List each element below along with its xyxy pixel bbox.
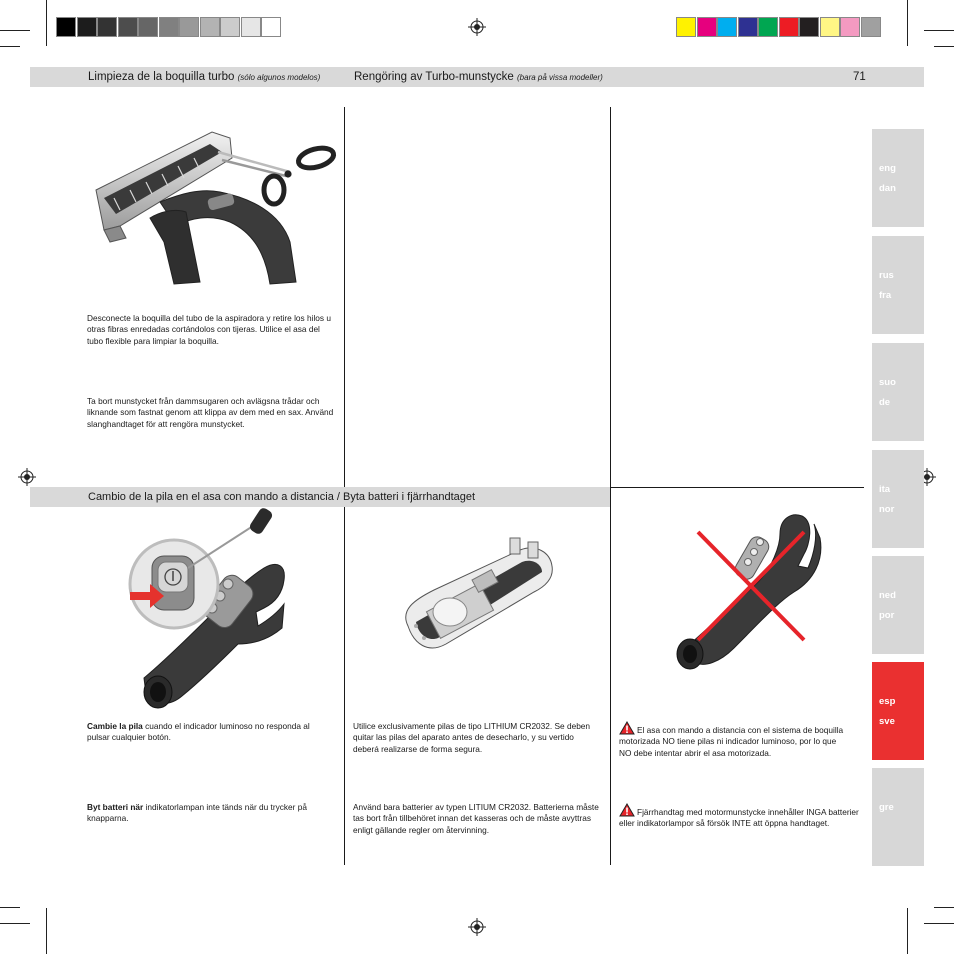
battery-col1-es: Cambie la pila cuando el indicador luminoso no responda al pulsar cualquier botón. (87, 721, 310, 743)
column-divider (344, 507, 345, 865)
language-tab-ita[interactable] (872, 450, 924, 548)
language-tab-esp[interactable] (872, 662, 924, 760)
language-tab-label: suo (879, 377, 896, 388)
language-tab-label: ita (879, 484, 891, 495)
crop-mark (934, 907, 954, 908)
registration-mark-icon (468, 918, 486, 936)
color-swatch (159, 17, 179, 37)
color-swatch (861, 17, 881, 37)
language-tab-label: gre (879, 802, 894, 813)
turbo-instructions-sv: Ta bort munstycket från dammsugaren och avlägsna trådar och liknande som fastnat genom att klippa av dem med en sax. Använd slanghandtaget för att rengöra munstycket. (87, 396, 334, 429)
page-number: 71 (853, 71, 866, 83)
crop-mark (907, 0, 908, 46)
color-swatch (758, 17, 778, 37)
color-swatch (676, 17, 696, 37)
column-divider (344, 107, 345, 487)
color-swatch (179, 17, 199, 37)
battery-section-title: Cambio de la pila en el asa con mando a distancia / Byta batteri i fjärrhandtaget (88, 491, 476, 503)
crop-mark (907, 908, 908, 954)
registration-mark-icon (18, 468, 36, 486)
battery-col3-es: El asa con mando a distancia con el sistema de boquilla motorizada NO tiene pilas ni indicador luminoso, por lo que NO debe intentar abrir el asa motorizada. (619, 721, 845, 759)
turbo-instructions-es: Desconecte la boquilla del tubo de la aspiradora y retire los hilos u otras fibras enredadas cortándolos con tijeras. Utilice el asa del tubo flexible para limpiar la boquilla. (87, 313, 331, 346)
header-right-title: Rengöring av Turbo-munstycke (bara på vissa modeller) (354, 71, 603, 83)
battery-col2-sv: Använd bara batterier av typen LITIUM CR2032. Batterierna måste tas bort från tillbehöret innan det kasseras och de måste avyttras enligt gällande regler om återvinning. (353, 802, 599, 835)
crop-mark (46, 908, 47, 954)
language-tab-ned[interactable] (872, 556, 924, 654)
registration-mark-icon (468, 18, 486, 36)
battery-col2-es: Utilice exclusivamente pilas de tipo LITHIUM CR2032. Se deben quitar las pilas del aparato antes de desecharlo, y su vertido deberá realizarse de forma segura. (353, 721, 591, 754)
column-divider (610, 487, 611, 865)
language-tab-label: ned (879, 590, 896, 601)
color-swatch (779, 17, 799, 37)
language-tab-label: sve (879, 716, 895, 727)
battery-section-header (30, 487, 610, 507)
crop-mark (924, 30, 954, 31)
color-swatch (697, 17, 717, 37)
crop-mark (0, 30, 30, 31)
language-tab-label: dan (879, 183, 896, 194)
process-color-bar (676, 17, 881, 37)
color-swatch (241, 17, 261, 37)
gray-color-bar (56, 17, 282, 37)
language-tab-label: de (879, 397, 891, 408)
header-left-title: Limpieza de la boquilla turbo (sólo algunos modelos) (88, 71, 321, 83)
color-swatch (118, 17, 138, 37)
crop-mark (0, 46, 20, 47)
crop-mark (934, 46, 954, 47)
language-tab-eng[interactable] (872, 129, 924, 227)
color-swatch (738, 17, 758, 37)
language-tab-label: rus (879, 270, 894, 281)
warning-triangle-icon (619, 803, 635, 817)
battery-compartment-illustration (394, 530, 554, 670)
color-swatch (799, 17, 819, 37)
language-tab-label: fra (879, 290, 892, 301)
language-tab-rus[interactable] (872, 236, 924, 334)
color-swatch (138, 17, 158, 37)
language-tab-suo[interactable] (872, 343, 924, 441)
page-header-bar (30, 67, 924, 87)
crop-mark (0, 923, 30, 924)
language-tab-gre[interactable] (872, 768, 924, 866)
color-swatch (261, 17, 281, 37)
language-tab-label: eng (879, 163, 896, 174)
language-tab-label: nor (879, 504, 895, 515)
crop-mark (46, 0, 47, 46)
battery-col1-sv: Byt batteri när indikatorlampan inte tänds när du trycker på knapparna. (87, 802, 307, 824)
color-swatch (717, 17, 737, 37)
color-swatch (220, 17, 240, 37)
color-swatch (820, 17, 840, 37)
battery-col3-sv: Fjärrhandtag med motormunstycke innehåller INGA batterier eller indikatorlampor så försök INTE att öppna handtaget. (619, 803, 867, 830)
color-swatch (56, 17, 76, 37)
crop-mark (0, 907, 20, 908)
color-swatch (97, 17, 117, 37)
color-swatch (200, 17, 220, 37)
language-tab-label: esp (879, 696, 896, 707)
color-swatch (77, 17, 97, 37)
motorised-handle-no-battery-illustration (668, 498, 836, 678)
language-tab-label: por (879, 610, 895, 621)
crop-mark (924, 923, 954, 924)
warning-triangle-icon (619, 721, 635, 735)
column-divider (610, 107, 611, 487)
section-rule (610, 487, 864, 488)
remote-handle-screwdriver-illustration (128, 508, 298, 713)
color-swatch (840, 17, 860, 37)
turbo-nozzle-scissors-illustration (90, 122, 340, 287)
